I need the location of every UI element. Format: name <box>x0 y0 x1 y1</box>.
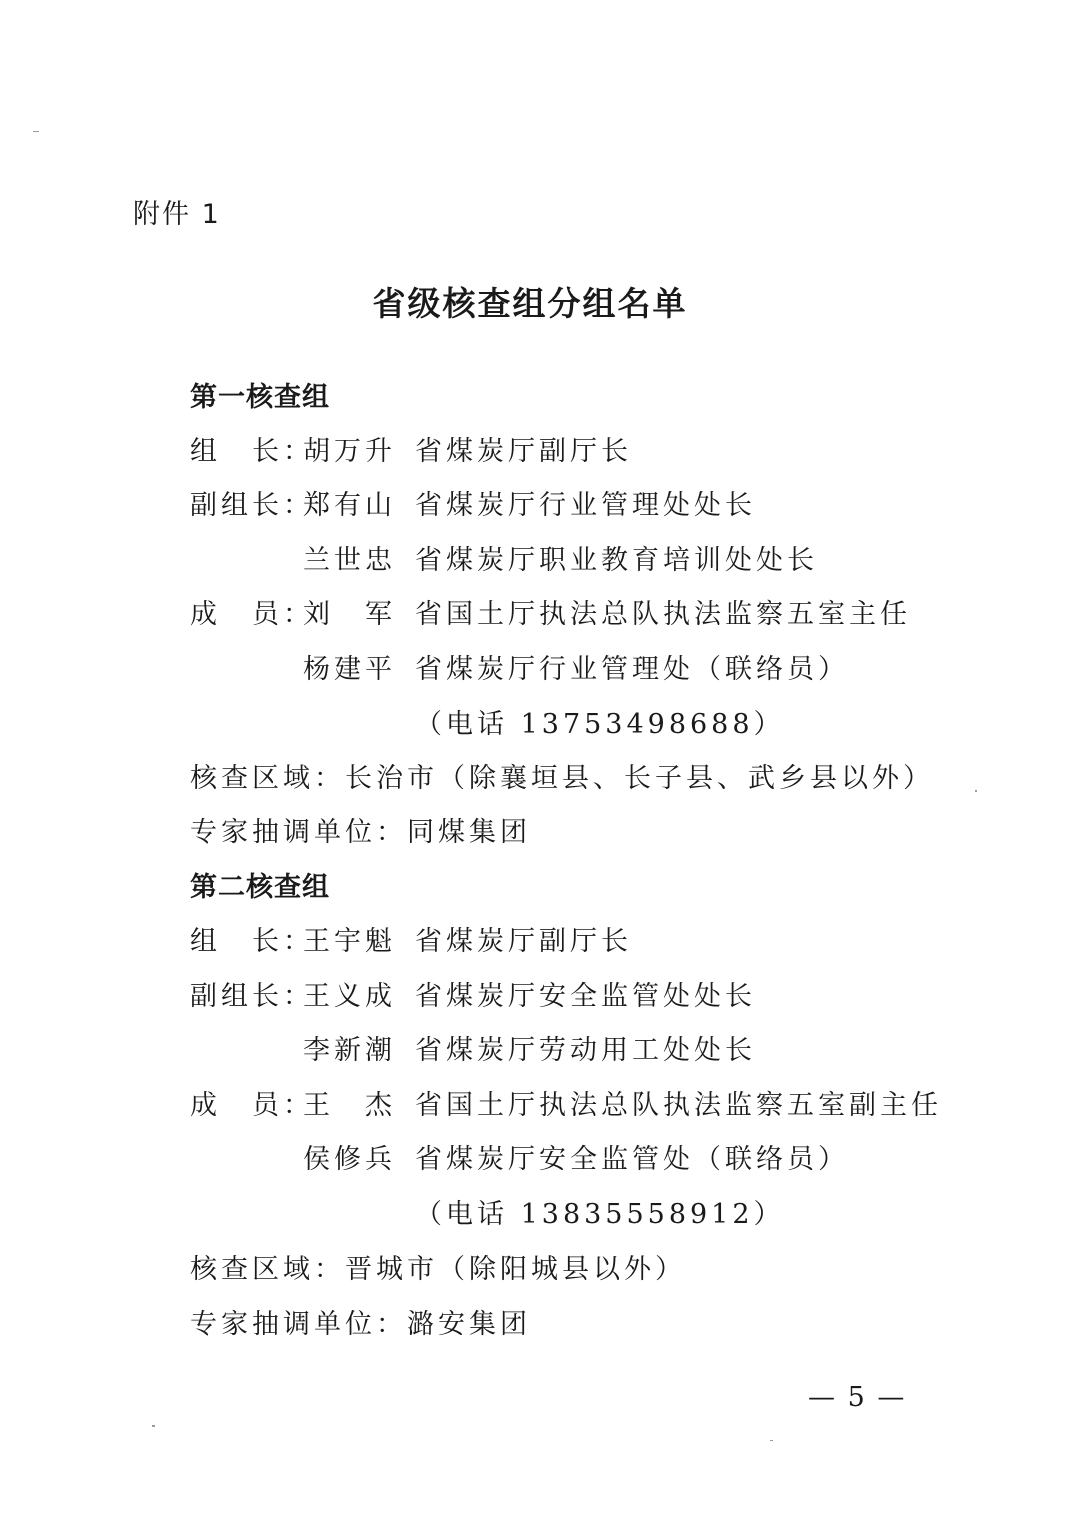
page-number: — 5 — <box>808 1382 907 1413</box>
person-position: 省国土厅执法总队执法监察五室主任 <box>415 599 911 630</box>
person-name: 侯修兵 <box>303 1144 396 1175</box>
person-name: 胡万升 <box>303 436 396 467</box>
member-row <box>0 650 1080 690</box>
attachment-label: 附件 1 <box>133 199 221 230</box>
scan-speck <box>975 790 977 792</box>
person-position: 省煤炭厅行业管理处处长 <box>415 490 756 521</box>
role-label: 组 长： <box>190 926 314 957</box>
expert-unit: 专家抽调单位：潞安集团 <box>190 1309 531 1340</box>
group-heading: 第一核查组 <box>190 382 330 413</box>
contact-phone: （电话 13753498688） <box>415 709 785 740</box>
scan-speck <box>33 131 39 132</box>
person-position: 省煤炭厅职业教育培训处处长 <box>415 545 818 576</box>
person-name: 王宇魁 <box>303 926 396 957</box>
role-label: 成 员： <box>190 1090 314 1121</box>
document-title: 省级核查组分组名单 <box>372 284 688 323</box>
role-label: 副组长： <box>190 490 314 521</box>
role-label: 副组长： <box>190 981 314 1012</box>
group-heading: 第二核查组 <box>190 872 330 903</box>
person-position: 省煤炭厅安全监管处（联络员） <box>415 1144 849 1175</box>
person-position: 省煤炭厅行业管理处（联络员） <box>415 654 849 685</box>
role-label: 组 长： <box>190 436 314 467</box>
person-name: 郑有山 <box>303 490 396 521</box>
person-name: 杨建平 <box>303 654 396 685</box>
deputy-row <box>0 977 1080 1017</box>
inspection-area: 核查区域：长治市（除襄垣县、长子县、武乡县以外） <box>190 763 934 794</box>
person-position: 省煤炭厅劳动用工处处长 <box>415 1035 756 1066</box>
expert-unit: 专家抽调单位：同煤集团 <box>190 817 531 848</box>
person-name: 刘 军 <box>303 599 396 630</box>
person-name: 兰世忠 <box>303 545 396 576</box>
contact-phone: （电话 13835558912） <box>415 1199 785 1230</box>
member-row <box>0 1140 1080 1180</box>
member-row <box>0 595 1080 635</box>
deputy-row <box>0 486 1080 526</box>
leader-row <box>0 432 1080 472</box>
member-row <box>0 1086 1080 1126</box>
person-name: 王义成 <box>303 981 396 1012</box>
deputy-row <box>0 1031 1080 1071</box>
deputy-row <box>0 541 1080 581</box>
person-name: 李新潮 <box>303 1035 396 1066</box>
person-position: 省国土厅执法总队执法监察五室副主任 <box>415 1090 942 1121</box>
person-position: 省煤炭厅安全监管处处长 <box>415 981 756 1012</box>
person-position: 省煤炭厅副厅长 <box>415 926 632 957</box>
role-label: 成 员： <box>190 599 314 630</box>
person-position: 省煤炭厅副厅长 <box>415 436 632 467</box>
person-name: 王 杰 <box>303 1090 396 1121</box>
scan-speck <box>770 1440 773 1441</box>
leader-row <box>0 922 1080 962</box>
scan-speck <box>152 1425 155 1427</box>
inspection-area: 核查区域：晋城市（除阳城县以外） <box>190 1254 686 1285</box>
